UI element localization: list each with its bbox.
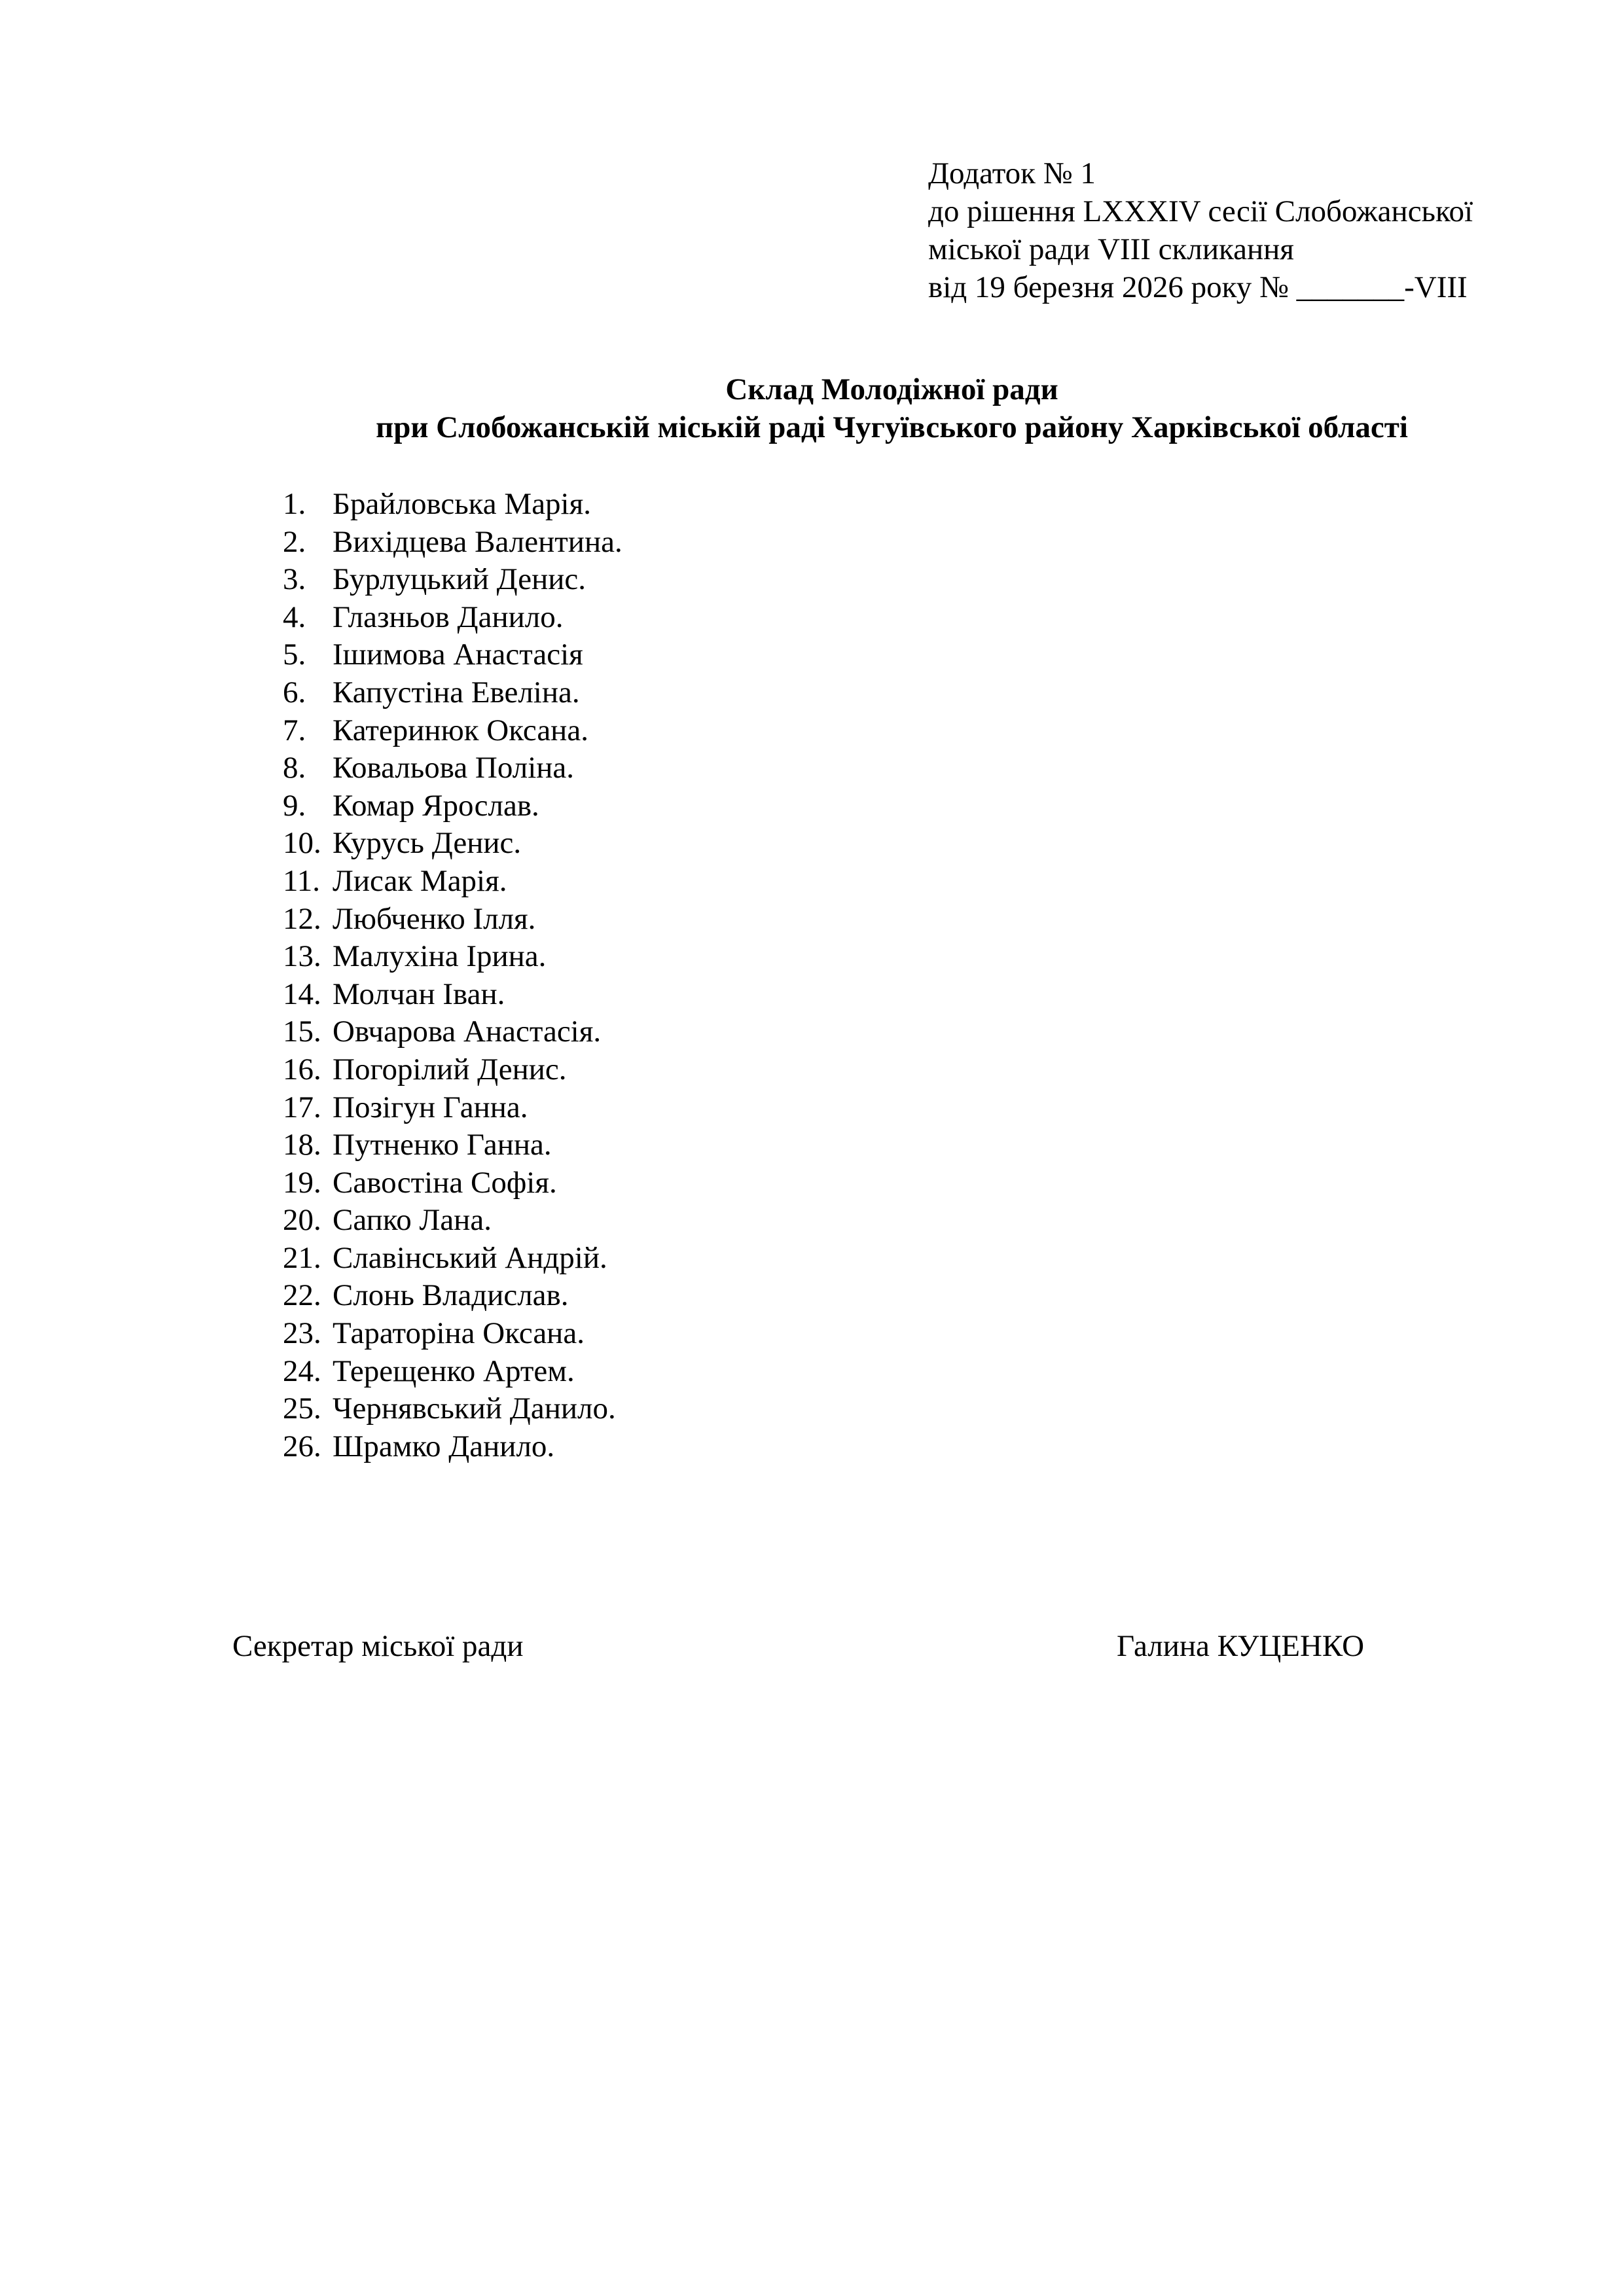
list-item-name: Любченко Ілля.	[333, 901, 536, 936]
list-item-number: 13.	[283, 939, 321, 974]
list-item-number: 2.	[283, 524, 306, 559]
appendix-line-3: міської ради VIII скликання	[928, 232, 1294, 266]
list-item-number: 1.	[283, 487, 306, 521]
list-item-number: 26.	[283, 1429, 321, 1463]
list-item	[283, 1240, 623, 1278]
list-item	[283, 825, 623, 863]
list-item-number: 23.	[283, 1316, 321, 1351]
list-item-name: Путненко Ганна.	[333, 1128, 552, 1162]
document-title-line-1: Склад Молодіжної ради	[725, 372, 1058, 406]
list-item-name: Бурлуцький Денис.	[333, 562, 586, 597]
list-item	[283, 1164, 623, 1202]
list-item-name: Брайловська Марія.	[333, 487, 591, 521]
list-item	[283, 901, 623, 939]
list-item-number: 10.	[283, 826, 321, 861]
list-item-number: 24.	[283, 1354, 321, 1388]
list-item	[283, 599, 623, 637]
list-item	[283, 712, 623, 750]
list-item	[283, 1202, 623, 1240]
appendix-line-2: до рішення LXXXIV сесії Слобожанської	[928, 194, 1473, 228]
list-item-name: Вихідцева Валентина.	[333, 524, 623, 559]
list-item-number: 12.	[283, 901, 321, 936]
list-item-number: 22.	[283, 1278, 321, 1313]
list-item-number: 17.	[283, 1090, 321, 1124]
signature-name: Галина КУЦЕНКО	[1117, 1629, 1365, 1663]
list-item-number: 20.	[283, 1203, 321, 1238]
list-item	[283, 636, 623, 674]
list-item-name: Катеринюк Оксана.	[333, 713, 588, 747]
list-item-name: Курусь Денис.	[333, 826, 522, 861]
list-item-name: Савостіна Софія.	[333, 1165, 557, 1200]
list-item	[283, 1390, 623, 1428]
signature-position: Секретар міської ради	[232, 1629, 524, 1663]
list-item	[283, 1277, 623, 1315]
list-item-number: 9.	[283, 788, 306, 823]
list-item-number: 4.	[283, 600, 306, 634]
list-item-name: Малухіна Ірина.	[333, 939, 547, 974]
appendix-header	[928, 154, 1473, 306]
list-item-number: 5.	[283, 637, 306, 672]
list-item-number: 16.	[283, 1052, 321, 1086]
list-item-name: Глазньов Данило.	[333, 600, 564, 634]
list-item	[283, 976, 623, 1014]
list-item-name: Овчарова Анастасія.	[333, 1014, 602, 1049]
document-title-line-2: при Слобожанській міській раді Чугуївського району Харківської області	[376, 410, 1408, 444]
list-item	[283, 1428, 623, 1466]
appendix-line-4: від 19 березня 2026 року № _______-VIII	[928, 270, 1468, 304]
list-item	[283, 1315, 623, 1353]
list-item-number: 25.	[283, 1391, 321, 1426]
list-item	[283, 749, 623, 787]
list-item-name: Капустіна Евеліна.	[333, 675, 580, 709]
list-item-name: Чернявський Данило.	[333, 1391, 616, 1426]
list-item	[283, 524, 623, 562]
list-item	[283, 938, 623, 976]
list-item-name: Позігун Ганна.	[333, 1090, 528, 1124]
list-item-number: 8.	[283, 751, 306, 785]
list-item-name: Погорілий Денис.	[333, 1052, 567, 1086]
list-item-name: Ішимова Анастасія	[333, 637, 583, 672]
list-item	[283, 486, 623, 524]
list-item	[283, 1013, 623, 1051]
list-item	[283, 561, 623, 599]
list-item	[283, 1353, 623, 1391]
list-item-name: Ковальова Поліна.	[333, 751, 575, 785]
list-item-name: Комар Ярослав.	[333, 788, 539, 823]
list-item-number: 14.	[283, 977, 321, 1011]
list-item-name: Шрамко Данило.	[333, 1429, 555, 1463]
appendix-line-1: Додаток № 1	[928, 156, 1096, 190]
list-item-number: 6.	[283, 675, 306, 709]
list-item-name: Славінський Андрій.	[333, 1240, 607, 1275]
list-item-number: 7.	[283, 713, 306, 747]
list-item-number: 21.	[283, 1240, 321, 1275]
list-item-number: 3.	[283, 562, 306, 597]
list-item	[283, 674, 623, 712]
list-item-name: Тараторіна Оксана.	[333, 1316, 585, 1351]
list-item	[283, 1126, 623, 1164]
list-item-name: Терещенко Артем.	[333, 1354, 575, 1388]
list-item	[283, 1051, 623, 1089]
list-item-number: 19.	[283, 1165, 321, 1200]
list-item-name: Молчан Іван.	[333, 977, 505, 1011]
list-item-name: Слонь Владислав.	[333, 1278, 569, 1313]
list-item-number: 15.	[283, 1014, 321, 1049]
list-item-number: 18.	[283, 1128, 321, 1162]
list-item-number: 11.	[283, 863, 321, 898]
list-item	[283, 863, 623, 901]
members-list	[283, 486, 623, 1465]
list-item-name: Сапко Лана.	[333, 1203, 492, 1238]
list-item	[283, 1089, 623, 1127]
list-item-name: Лисак Марія.	[333, 863, 507, 898]
list-item	[283, 787, 623, 825]
